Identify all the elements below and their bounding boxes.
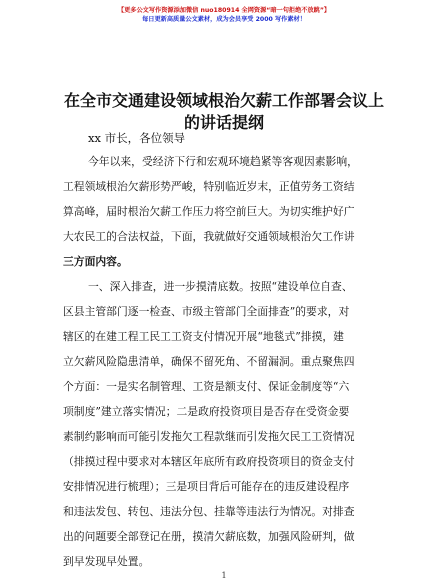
document-title-line-1: 在全市交通建设领域根治欠薪工作部署会议上 xyxy=(63,91,384,110)
salutation: xx 市长，各位领导 xyxy=(88,131,186,145)
document-title-line-2: 的讲话提纲 xyxy=(183,113,264,132)
paragraph-2-line-8: （排摸过程中要求对本辖区年底所有政府投资项目的资金支付 xyxy=(63,455,355,468)
paragraph-2-line-7: 素制约影响而可能引发拖欠工程款继而引发拖欠民工工资情况 xyxy=(63,430,355,443)
paragraph-2-line-3: 辖区的在建工程工民工工资支付情况开展“地毯式”排摸，建 xyxy=(63,330,344,343)
promo-banner xyxy=(0,6,448,24)
promo-banner-line-1: 【更多公文写作资源添加微信 nuo180914 全网资源“暗一句拒绝不放跳”】 xyxy=(117,7,331,14)
paragraph-2-line-10: 和违法发包、转包、违法分包、挂靠等违法行为情况。对排查 xyxy=(63,505,355,518)
paragraph-2-line-5: 个方面：一是实名制管理、工资是额支付、保证金制度等“六 xyxy=(63,380,350,393)
paragraph-1-line-1: 今年以来，受经济下行和宏观环境趋紧等客观因素影响， xyxy=(88,155,358,168)
paragraph-1-line-2: 工程领域根治欠薪形势严峻，特别临近岁末，正值劳务工资结 xyxy=(63,180,355,193)
paragraph-2-line-6: 项制度”建立落实情况；二是政府投资项目是否存在受资金要 xyxy=(63,405,350,418)
paragraph-1-line-5: 三方面内容。 xyxy=(63,255,128,268)
paragraph-2-line-4: 立欠薪风险隐患清单，确保不留死角、不留漏洞。重点聚焦四 xyxy=(63,355,355,368)
paragraph-1-line-4: 大农民工的合法权益，下面，我就做好交通领域根治欠工作讲 xyxy=(63,230,355,243)
paragraph-2-line-12: 到早发现早处置。 xyxy=(63,555,150,568)
paragraph-2-line-2: 区县主管部门逐一检查、市级主管部门全面排查”的要求，对 xyxy=(63,305,350,318)
promo-banner-line-2: 每日更新高质量公文素材，成为会员享受 2000 写作素材！ xyxy=(142,16,306,23)
paragraph-2-line-11: 出的问题要全部登记在册，摸清欠薪底数，加强风险研判，做 xyxy=(63,530,355,543)
paragraph-2-line-9: 安排情况进行梳理）；三是项目背后可能存在的违反建设程序 xyxy=(63,480,350,493)
paragraph-2-line-1: 一、深入排查，进一步摸清底数。按照“建设单位自查、 xyxy=(88,280,353,293)
paragraph-1-line-3: 算高峰，届时根治欠薪工作压力将空前巨大。为切实维护好广 xyxy=(63,205,355,218)
page-number: 1 xyxy=(221,571,227,580)
document-title xyxy=(50,90,398,134)
